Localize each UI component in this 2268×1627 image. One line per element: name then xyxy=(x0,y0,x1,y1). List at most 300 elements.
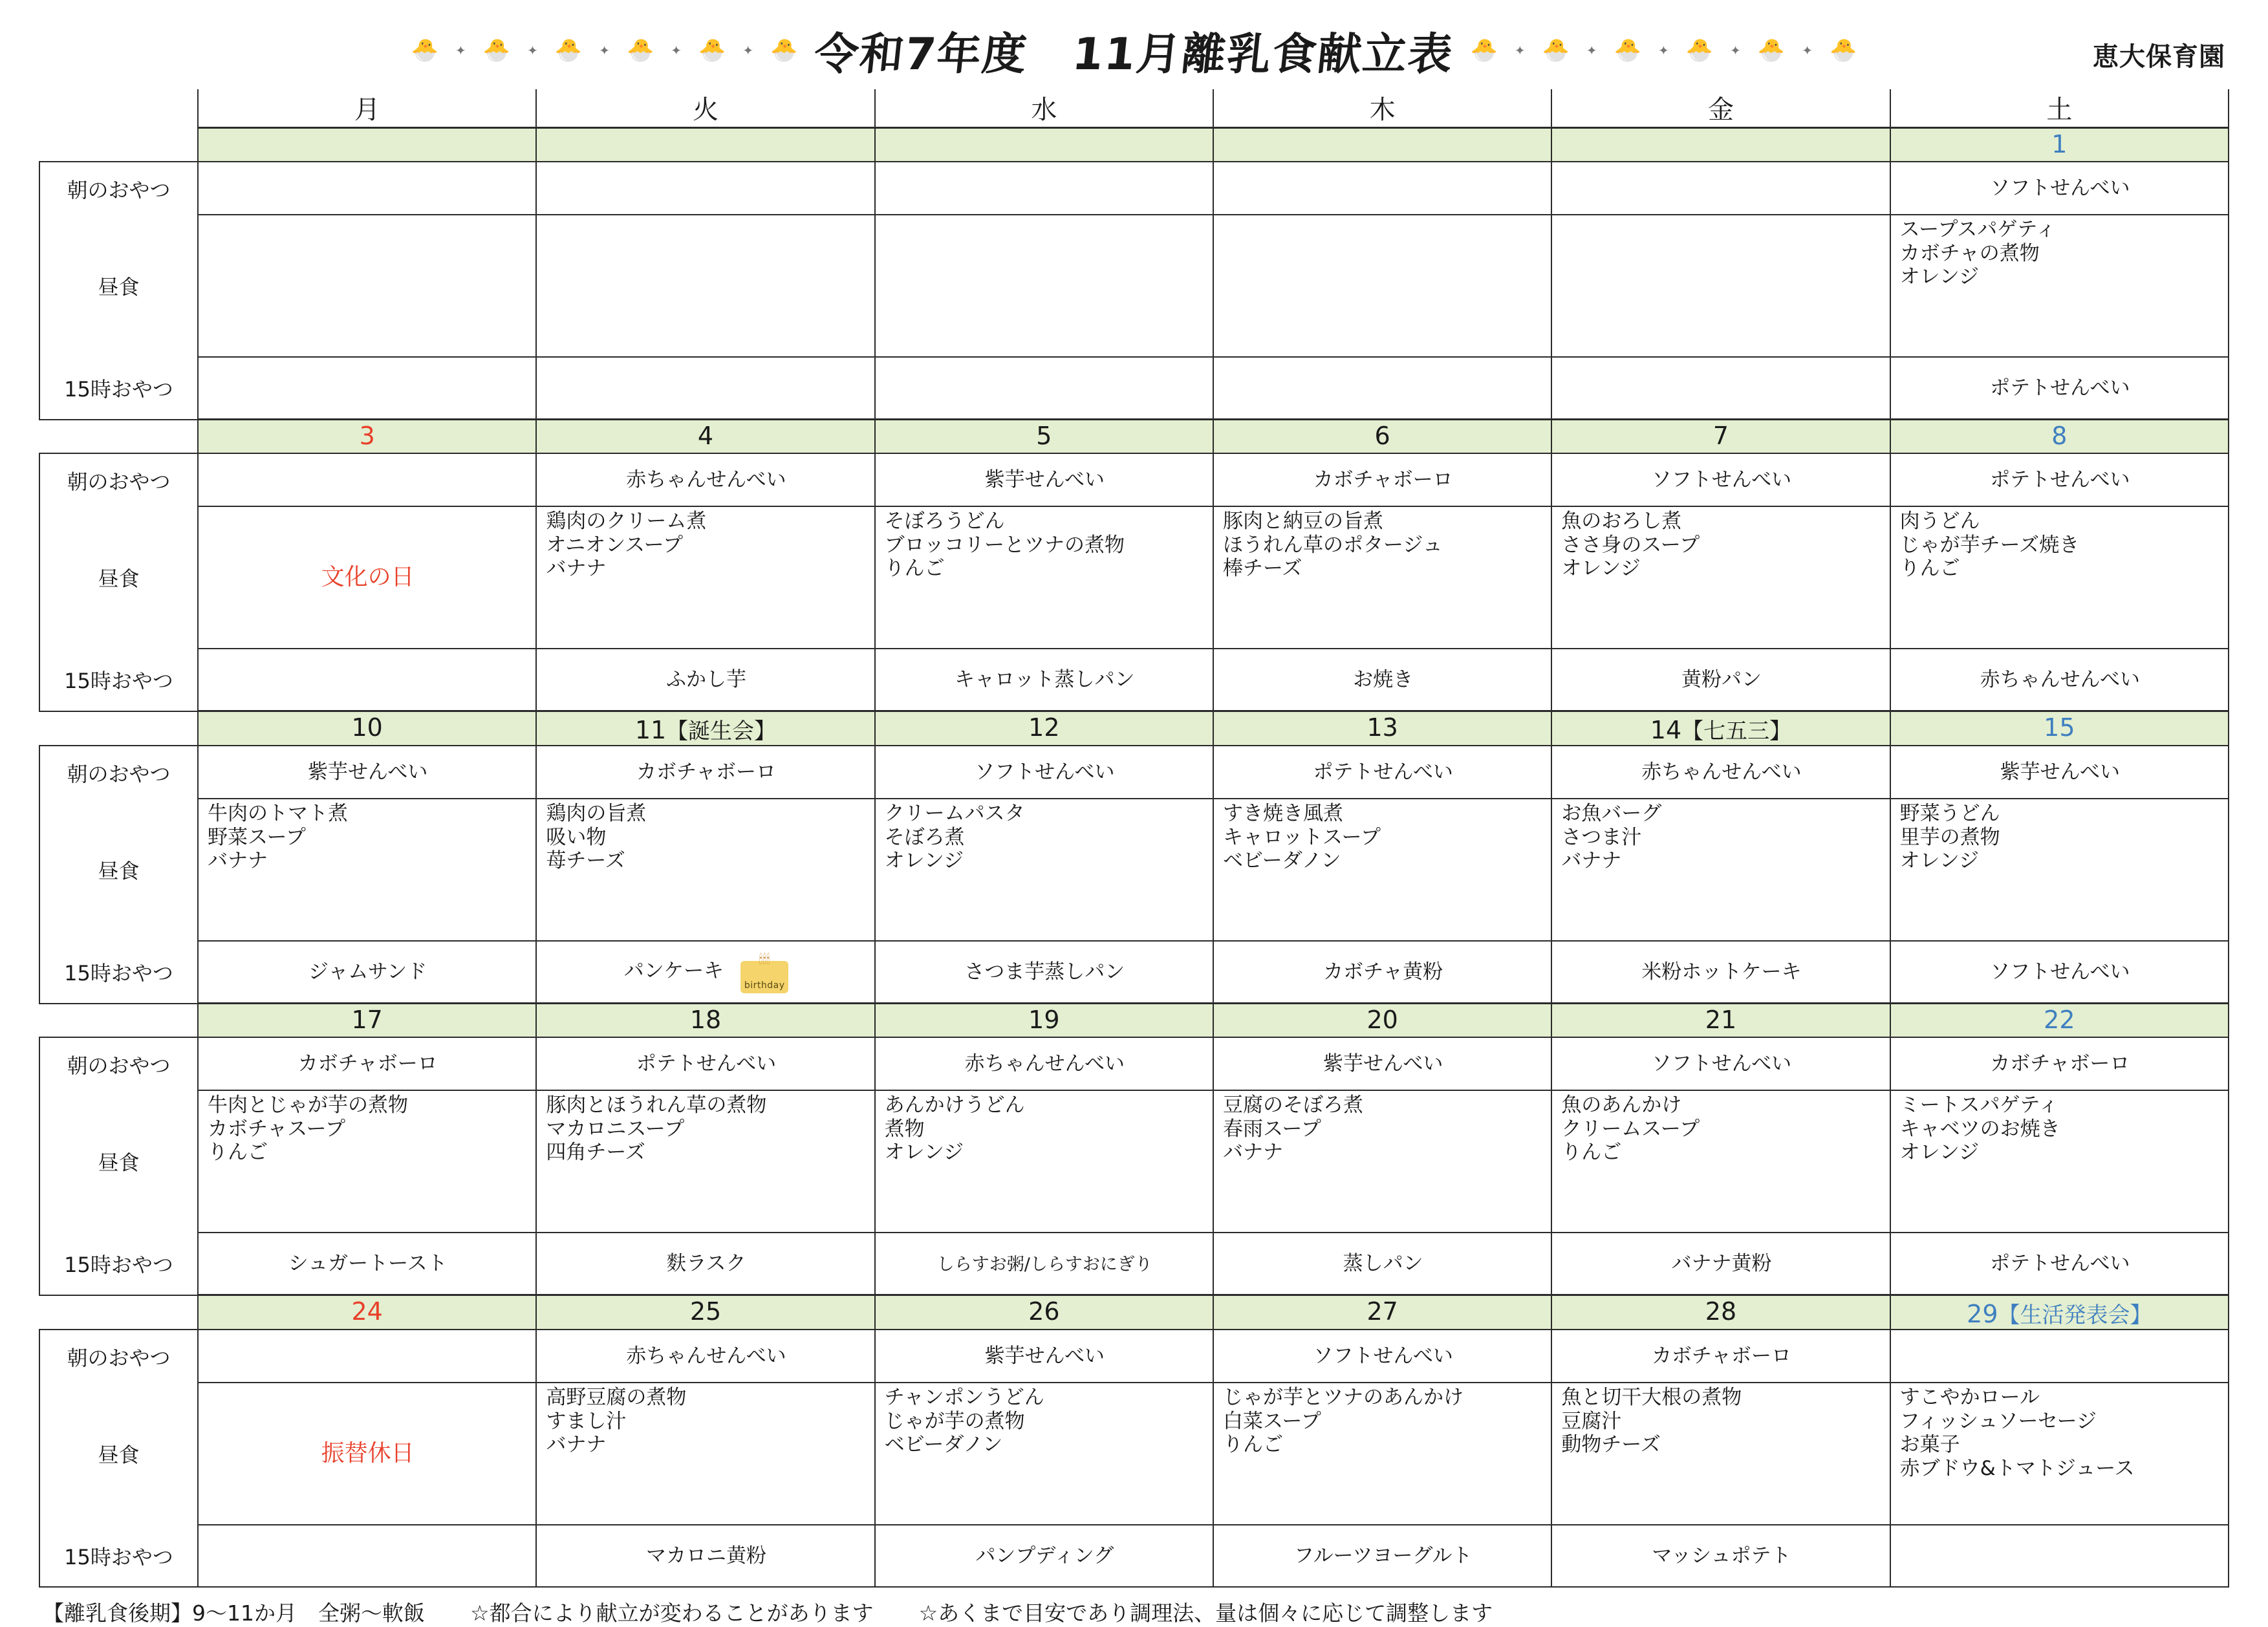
date-cell xyxy=(1890,711,2229,746)
afternoon-snack-row xyxy=(39,1233,2229,1295)
date-number: 12 xyxy=(1028,713,1060,742)
afternoon-snack-cell xyxy=(1213,941,1551,1004)
menu-item: 豆腐汁 xyxy=(1561,1409,1622,1433)
morning-snack-cell: 赤ちゃんせんべい xyxy=(875,1037,1213,1090)
menu-item: りんご xyxy=(1899,557,1960,581)
chick-icon: 🐣 xyxy=(1685,38,1714,63)
row-label-lunch: 昼食 xyxy=(39,799,198,941)
lunch-cell xyxy=(1213,506,1551,649)
chick-icon: 🐣 xyxy=(1614,38,1642,63)
menu-item: 動物チーズ xyxy=(1561,1433,1661,1457)
date-number: 18 xyxy=(689,1006,722,1034)
morning-snack-row xyxy=(39,1037,2229,1090)
menu-item: ささ身のスープ xyxy=(1561,533,1700,557)
menu-item: そぼろ煮 xyxy=(884,825,965,849)
date-cell xyxy=(875,1004,1213,1038)
chick-icon: 🐣 xyxy=(770,38,798,63)
date-cell xyxy=(536,420,874,454)
date-row-spacer xyxy=(39,1295,198,1330)
snack-item: マッシュポテト xyxy=(1652,1544,1791,1568)
lunch-cell xyxy=(1890,506,2229,649)
menu-item: じゃが芋とツナのあんかけ xyxy=(1222,1386,1463,1409)
menu-item: バナナ xyxy=(1561,849,1622,873)
school-name: 恵大保育園 xyxy=(2093,42,2225,72)
morning-snack-cell: カボチャボーロ xyxy=(536,746,874,799)
afternoon-snack-cell xyxy=(536,1233,874,1295)
lunch-cell xyxy=(536,215,874,357)
menu-item: オニオンスープ xyxy=(546,533,684,557)
menu-item: 豆腐のそぼろ煮 xyxy=(1222,1094,1363,1117)
chick-icon: 🐣 xyxy=(1470,38,1498,63)
date-number: 29 xyxy=(1967,1300,1998,1328)
snack-item: お焼き xyxy=(1353,667,1414,691)
lunch-cell xyxy=(1213,1383,1551,1525)
date-note: 【誕生会】 xyxy=(666,718,777,744)
row-label-lunch: 昼食 xyxy=(39,506,198,649)
menu-item: さつま汁 xyxy=(1561,825,1642,849)
afternoon-snack-cell xyxy=(1213,649,1551,711)
menu-item: キャベツのお焼き xyxy=(1899,1117,2060,1141)
lunch-cell xyxy=(198,799,536,941)
footer-note-2: ☆都合により献立が変わることがあります xyxy=(470,1600,874,1626)
menu-item: 苺チーズ xyxy=(546,849,625,873)
sparkle-icon: ✦ xyxy=(1802,43,1813,58)
afternoon-snack-cell xyxy=(1213,357,1551,420)
afternoon-snack-cell xyxy=(875,357,1213,420)
afternoon-snack-row xyxy=(39,1525,2229,1587)
chick-icon: 🐣 xyxy=(698,38,726,63)
afternoon-snack-cell xyxy=(875,649,1213,711)
morning-snack-row xyxy=(39,162,2229,215)
afternoon-snack-cell xyxy=(198,941,536,1004)
morning-snack-cell: ソフトせんべい xyxy=(1890,162,2229,215)
date-cell xyxy=(1551,420,1890,454)
menu-item: クリームスープ xyxy=(1561,1117,1700,1141)
lunch-cell xyxy=(198,215,536,357)
menu-item: お魚バーグ xyxy=(1561,802,1662,825)
date-cell xyxy=(198,128,536,162)
menu-item: 野菜うどん xyxy=(1899,802,2000,825)
sparkle-icon: ✦ xyxy=(742,43,754,58)
lunch-row xyxy=(39,506,2229,649)
date-number: 22 xyxy=(2044,1006,2075,1034)
lunch-row xyxy=(39,799,2229,941)
menu-item: バナナ xyxy=(1222,1141,1283,1165)
afternoon-snack-cell xyxy=(198,649,536,711)
morning-snack-cell xyxy=(198,1330,536,1383)
afternoon-snack-cell xyxy=(1551,1525,1890,1587)
menu-item: オレンジ xyxy=(884,1141,964,1165)
date-cell xyxy=(536,128,874,162)
date-cell xyxy=(1551,128,1890,162)
date-number: 8 xyxy=(2051,422,2068,450)
column-header-tue: 火 xyxy=(536,89,874,128)
date-cell xyxy=(1890,128,2229,162)
lunch-cell xyxy=(1551,215,1890,357)
sparkle-icon: ✦ xyxy=(671,43,682,58)
morning-snack-cell: ポテトせんべい xyxy=(1890,453,2229,506)
afternoon-snack-cell xyxy=(1890,941,2229,1004)
morning-snack-cell: 紫芋せんべい xyxy=(198,746,536,799)
morning-snack-row xyxy=(39,1330,2229,1383)
date-number: 27 xyxy=(1366,1297,1398,1326)
menu-table xyxy=(39,89,2229,1588)
menu-item: すこやかロール xyxy=(1899,1386,2040,1409)
lunch-cell xyxy=(536,799,874,941)
menu-item: ベビーダノン xyxy=(1222,849,1341,873)
lunch-cell xyxy=(1551,506,1890,649)
lunch-cell xyxy=(1890,1090,2229,1233)
row-label-lunch: 昼食 xyxy=(39,1090,198,1233)
menu-item: カボチャスープ xyxy=(208,1117,345,1141)
snack-item: 麩ラスク xyxy=(666,1251,746,1275)
morning-snack-cell: カボチャボーロ xyxy=(198,1037,536,1090)
afternoon-snack-cell xyxy=(1890,1233,2229,1295)
afternoon-snack-cell xyxy=(536,941,874,1004)
row-label-morning-snack: 朝のおやつ xyxy=(39,453,198,506)
date-cell xyxy=(875,128,1213,162)
menu-item: 赤ブドウ&トマトジュース xyxy=(1899,1456,2135,1480)
menu-item: バナナ xyxy=(546,557,607,581)
date-note: 【生活発表会】 xyxy=(1998,1302,2152,1328)
lunch-cell xyxy=(875,506,1213,649)
row-label-afternoon-snack: 15時おやつ xyxy=(39,1233,198,1295)
afternoon-snack-cell xyxy=(875,941,1213,1004)
lunch-cell xyxy=(1890,1383,2229,1525)
lunch-row xyxy=(39,215,2229,357)
date-number: 10 xyxy=(351,713,383,742)
menu-item: バナナ xyxy=(208,849,268,873)
menu-item: オレンジ xyxy=(1899,265,1980,289)
date-row-spacer xyxy=(39,420,198,454)
snack-item: キャロット蒸しパン xyxy=(955,667,1135,691)
date-number: 21 xyxy=(1705,1006,1737,1034)
morning-snack-cell: 赤ちゃんせんべい xyxy=(1551,746,1890,799)
menu-item: キャロットスープ xyxy=(1222,825,1381,849)
lunch-cell xyxy=(1213,1090,1551,1233)
menu-item: 魚のおろし煮 xyxy=(1561,510,1682,533)
afternoon-snack-cell xyxy=(536,357,874,420)
menu-item: 吸い物 xyxy=(546,825,607,849)
date-number: 14 xyxy=(1650,716,1682,744)
date-number: 28 xyxy=(1705,1297,1737,1326)
menu-item: りんご xyxy=(1561,1141,1622,1165)
afternoon-snack-cell xyxy=(1551,941,1890,1004)
morning-snack-cell: ソフトせんべい xyxy=(1213,1330,1551,1383)
table-body xyxy=(39,128,2229,1588)
date-number: 25 xyxy=(689,1297,722,1326)
morning-snack-cell: カボチャボーロ xyxy=(1551,1330,1890,1383)
lunch-cell xyxy=(1551,1090,1890,1233)
menu-item: カボチャの煮物 xyxy=(1899,241,2040,265)
chick-icon: 🐣 xyxy=(1542,38,1570,63)
chick-icon: 🐣 xyxy=(554,38,583,63)
holiday-cell: 振替休日 xyxy=(198,1383,536,1525)
lunch-cell xyxy=(198,1090,536,1233)
date-cell xyxy=(1551,1295,1890,1330)
morning-snack-cell: 赤ちゃんせんべい xyxy=(536,453,874,506)
menu-item: ほうれん草のポタージュ xyxy=(1222,533,1443,557)
menu-item: 四角チーズ xyxy=(546,1141,645,1165)
column-header-thu: 木 xyxy=(1213,89,1551,128)
afternoon-snack-cell xyxy=(1551,1233,1890,1295)
lunch-cell xyxy=(1213,215,1551,357)
snack-item: ジャムサンド xyxy=(308,960,427,984)
morning-snack-cell: カボチャボーロ xyxy=(1213,453,1551,506)
morning-snack-cell xyxy=(198,453,536,506)
table-header-row xyxy=(39,89,2229,128)
date-number: 26 xyxy=(1028,1297,1060,1326)
morning-snack-cell: 紫芋せんべい xyxy=(1213,1037,1551,1090)
morning-snack-row xyxy=(39,453,2229,506)
menu-item: あんかけうどん xyxy=(884,1094,1025,1117)
menu-item: ミートスパゲティ xyxy=(1899,1094,2058,1117)
afternoon-snack-cell xyxy=(875,1233,1213,1295)
morning-snack-cell: 紫芋せんべい xyxy=(875,453,1213,506)
footer-note-1: 【離乳食後期】9〜11か月 全粥〜軟飯 xyxy=(43,1600,425,1626)
menu-item: 煮物 xyxy=(884,1117,925,1141)
date-number: 6 xyxy=(1374,422,1390,450)
chick-icon: 🐣 xyxy=(1757,38,1786,63)
document-footer xyxy=(39,1597,2229,1627)
snack-item: 黄粉パン xyxy=(1681,667,1762,691)
snack-item: ソフトせんべい xyxy=(1990,960,2130,984)
page-title: 令和7年度 11月離乳食献立表 xyxy=(811,28,1456,80)
lunch-cell xyxy=(1890,799,2229,941)
menu-item: 肉うどん xyxy=(1899,510,1980,533)
snack-item: 赤ちゃんせんべい xyxy=(1980,667,2141,691)
menu-item: バナナ xyxy=(546,1433,607,1457)
menu-item: 牛肉とじゃが芋の煮物 xyxy=(208,1094,408,1117)
column-header-fri: 金 xyxy=(1551,89,1890,128)
date-row-spacer xyxy=(39,128,198,162)
snack-item: さつま芋蒸しパン xyxy=(964,960,1125,984)
lunch-cell xyxy=(875,799,1213,941)
morning-snack-cell xyxy=(1213,162,1551,215)
sparkle-icon: ✦ xyxy=(455,43,466,58)
sparkle-icon: ✦ xyxy=(1658,43,1669,58)
menu-item: りんご xyxy=(208,1141,268,1165)
afternoon-snack-row xyxy=(39,357,2229,420)
lunch-cell xyxy=(875,1383,1213,1525)
lunch-cell xyxy=(1551,799,1890,941)
snack-item: 米粉ホットケーキ xyxy=(1641,960,1802,984)
date-number: 19 xyxy=(1028,1006,1060,1034)
menu-item: ベビーダノン xyxy=(884,1433,1003,1457)
row-label-morning-snack: 朝のおやつ xyxy=(39,1330,198,1383)
morning-snack-cell: ポテトせんべい xyxy=(1213,746,1551,799)
afternoon-snack-cell xyxy=(1890,357,2229,420)
menu-item: マカロニスープ xyxy=(546,1117,685,1141)
date-number: 7 xyxy=(1712,422,1729,450)
date-cell xyxy=(198,1295,536,1330)
corner-cell xyxy=(39,89,198,128)
column-header-mon: 月 xyxy=(198,89,536,128)
week-date-row xyxy=(39,711,2229,746)
date-number: 24 xyxy=(351,1297,383,1326)
menu-item: そぼろうどん xyxy=(884,510,1005,533)
menu-item: すき焼き風煮 xyxy=(1222,802,1343,825)
afternoon-snack-cell xyxy=(1551,357,1890,420)
date-number: 15 xyxy=(2044,713,2075,742)
row-label-morning-snack: 朝のおやつ xyxy=(39,162,198,215)
afternoon-snack-cell xyxy=(536,1525,874,1587)
menu-item: 白菜スープ xyxy=(1222,1409,1321,1433)
morning-snack-cell: 紫芋せんべい xyxy=(875,1330,1213,1383)
morning-snack-cell: 紫芋せんべい xyxy=(1890,746,2229,799)
week-date-row xyxy=(39,420,2229,454)
lunch-row xyxy=(39,1090,2229,1233)
document-header xyxy=(39,12,2229,89)
sparkle-icon: ✦ xyxy=(599,43,610,58)
snack-item: シュガートースト xyxy=(288,1251,448,1275)
morning-snack-cell: ソフトせんべい xyxy=(1551,453,1890,506)
afternoon-snack-cell xyxy=(1213,1525,1551,1587)
morning-snack-cell: ポテトせんべい xyxy=(536,1037,874,1090)
menu-item: スープスパゲティ xyxy=(1899,218,2056,241)
morning-snack-cell xyxy=(875,162,1213,215)
menu-item: お菓子 xyxy=(1899,1433,1960,1457)
chick-icon: 🐣 xyxy=(626,38,654,63)
menu-item: 魚のあんかけ xyxy=(1561,1094,1682,1117)
column-header-sat: 土 xyxy=(1890,89,2229,128)
afternoon-snack-cell xyxy=(1890,1525,2229,1587)
row-label-morning-snack: 朝のおやつ xyxy=(39,746,198,799)
afternoon-snack-cell xyxy=(1213,1233,1551,1295)
date-cell xyxy=(1551,1004,1890,1038)
header-decoration-right xyxy=(1453,39,1874,61)
sparkle-icon: ✦ xyxy=(1730,43,1741,58)
afternoon-snack-cell xyxy=(875,1525,1213,1587)
afternoon-snack-cell xyxy=(198,1233,536,1295)
menu-item: りんご xyxy=(1222,1433,1283,1457)
date-cell xyxy=(198,1004,536,1038)
row-label-afternoon-snack: 15時おやつ xyxy=(39,941,198,1004)
menu-item: 鶏肉のクリーム煮 xyxy=(546,510,707,533)
header-decoration-left xyxy=(394,39,815,61)
date-number: 3 xyxy=(359,422,375,450)
menu-item: 豚肉とほうれん草の煮物 xyxy=(546,1094,767,1117)
menu-item: 野菜スープ xyxy=(208,825,306,849)
chick-icon: 🐣 xyxy=(411,38,438,63)
afternoon-snack-cell xyxy=(536,649,874,711)
row-label-lunch: 昼食 xyxy=(39,215,198,357)
date-cell xyxy=(1213,711,1551,746)
week-date-row xyxy=(39,1295,2229,1330)
date-number: 5 xyxy=(1036,422,1052,450)
date-cell xyxy=(1213,1295,1551,1330)
menu-item: オレンジ xyxy=(1899,849,1980,873)
date-cell xyxy=(198,711,536,746)
snack-item: パンプディング xyxy=(975,1544,1114,1568)
chick-icon: 🐣 xyxy=(482,38,511,63)
lunch-cell xyxy=(536,506,874,649)
snack-item: しらすお粥/しらすおにぎり xyxy=(936,1254,1152,1275)
date-row-spacer xyxy=(39,1004,198,1038)
date-number: 13 xyxy=(1366,713,1398,742)
snack-item: ポテトせんべい xyxy=(1990,1251,2130,1275)
menu-item: すまし汁 xyxy=(546,1409,627,1433)
menu-item: 豚肉と納豆の旨煮 xyxy=(1222,510,1383,533)
lunch-row xyxy=(39,1383,2229,1525)
date-cell xyxy=(875,711,1213,746)
lunch-cell xyxy=(875,1090,1213,1233)
date-cell xyxy=(1890,1004,2229,1038)
sparkle-icon: ✦ xyxy=(1514,43,1526,58)
footer-note-3: ☆あくまで目安であり調理法、量は個々に応じて調整します xyxy=(918,1600,1493,1626)
date-cell xyxy=(875,1295,1213,1330)
birthday-label: birthday xyxy=(744,980,785,991)
menu-item: オレンジ xyxy=(1899,1141,1980,1165)
date-number: 11 xyxy=(634,716,667,744)
row-label-morning-snack: 朝のおやつ xyxy=(39,1037,198,1090)
menu-item: ブロッコリーとツナの煮物 xyxy=(884,533,1125,557)
afternoon-snack-cell xyxy=(1890,649,2229,711)
date-cell xyxy=(1890,1295,2229,1330)
menu-item: 魚と切干大根の煮物 xyxy=(1561,1386,1742,1409)
row-label-afternoon-snack: 15時おやつ xyxy=(39,357,198,420)
menu-item: じゃが芋チーズ焼き xyxy=(1899,533,2080,557)
lunch-cell xyxy=(1890,215,2229,357)
menu-item: 里芋の煮物 xyxy=(1899,825,2000,849)
menu-item: りんご xyxy=(884,557,945,581)
menu-item: フィッシュソーセージ xyxy=(1899,1409,2097,1433)
date-cell xyxy=(1213,128,1551,162)
date-cell xyxy=(536,711,874,746)
morning-snack-cell: 赤ちゃんせんべい xyxy=(536,1330,874,1383)
date-cell xyxy=(536,1004,874,1038)
snack-item: ポテトせんべい xyxy=(1990,376,2130,400)
snack-item: 蒸しパン xyxy=(1343,1251,1423,1275)
snack-item: フルーツヨーグルト xyxy=(1293,1544,1473,1568)
morning-snack-cell: ソフトせんべい xyxy=(1551,1037,1890,1090)
holiday-cell: 文化の日 xyxy=(198,506,536,649)
date-row-spacer xyxy=(39,711,198,746)
snack-item: マカロニ黄粉 xyxy=(645,1544,766,1568)
week-date-row xyxy=(39,128,2229,162)
snack-item: ふかし芋 xyxy=(665,667,746,691)
date-number: 20 xyxy=(1366,1006,1398,1034)
morning-snack-cell xyxy=(1890,1330,2229,1383)
lunch-cell xyxy=(1551,1383,1890,1525)
date-number: 4 xyxy=(697,422,714,450)
menu-item: 鶏肉の旨煮 xyxy=(546,802,647,825)
morning-snack-cell: ソフトせんべい xyxy=(875,746,1213,799)
morning-snack-cell: カボチャボーロ xyxy=(1890,1037,2229,1090)
menu-item: 棒チーズ xyxy=(1222,557,1302,581)
sparkle-icon: ✦ xyxy=(1586,43,1597,58)
date-cell xyxy=(1213,420,1551,454)
afternoon-snack-cell xyxy=(198,357,536,420)
morning-snack-row xyxy=(39,746,2229,799)
chick-icon: 🐣 xyxy=(1830,38,1857,63)
menu-item: 春雨スープ xyxy=(1222,1117,1321,1141)
morning-snack-cell xyxy=(536,162,874,215)
afternoon-snack-row xyxy=(39,649,2229,711)
row-label-afternoon-snack: 15時おやつ xyxy=(39,1525,198,1587)
menu-item: オレンジ xyxy=(1561,557,1641,581)
row-label-lunch: 昼食 xyxy=(39,1383,198,1525)
date-cell xyxy=(875,420,1213,454)
date-cell xyxy=(536,1295,874,1330)
row-label-afternoon-snack: 15時おやつ xyxy=(39,649,198,711)
candles-icon: 🕯🕯🕯 xyxy=(759,951,770,967)
date-cell xyxy=(1551,711,1890,746)
date-number: 17 xyxy=(351,1006,383,1034)
afternoon-snack-row xyxy=(39,941,2229,1004)
afternoon-snack-cell xyxy=(198,1525,536,1587)
lunch-cell xyxy=(536,1383,874,1525)
